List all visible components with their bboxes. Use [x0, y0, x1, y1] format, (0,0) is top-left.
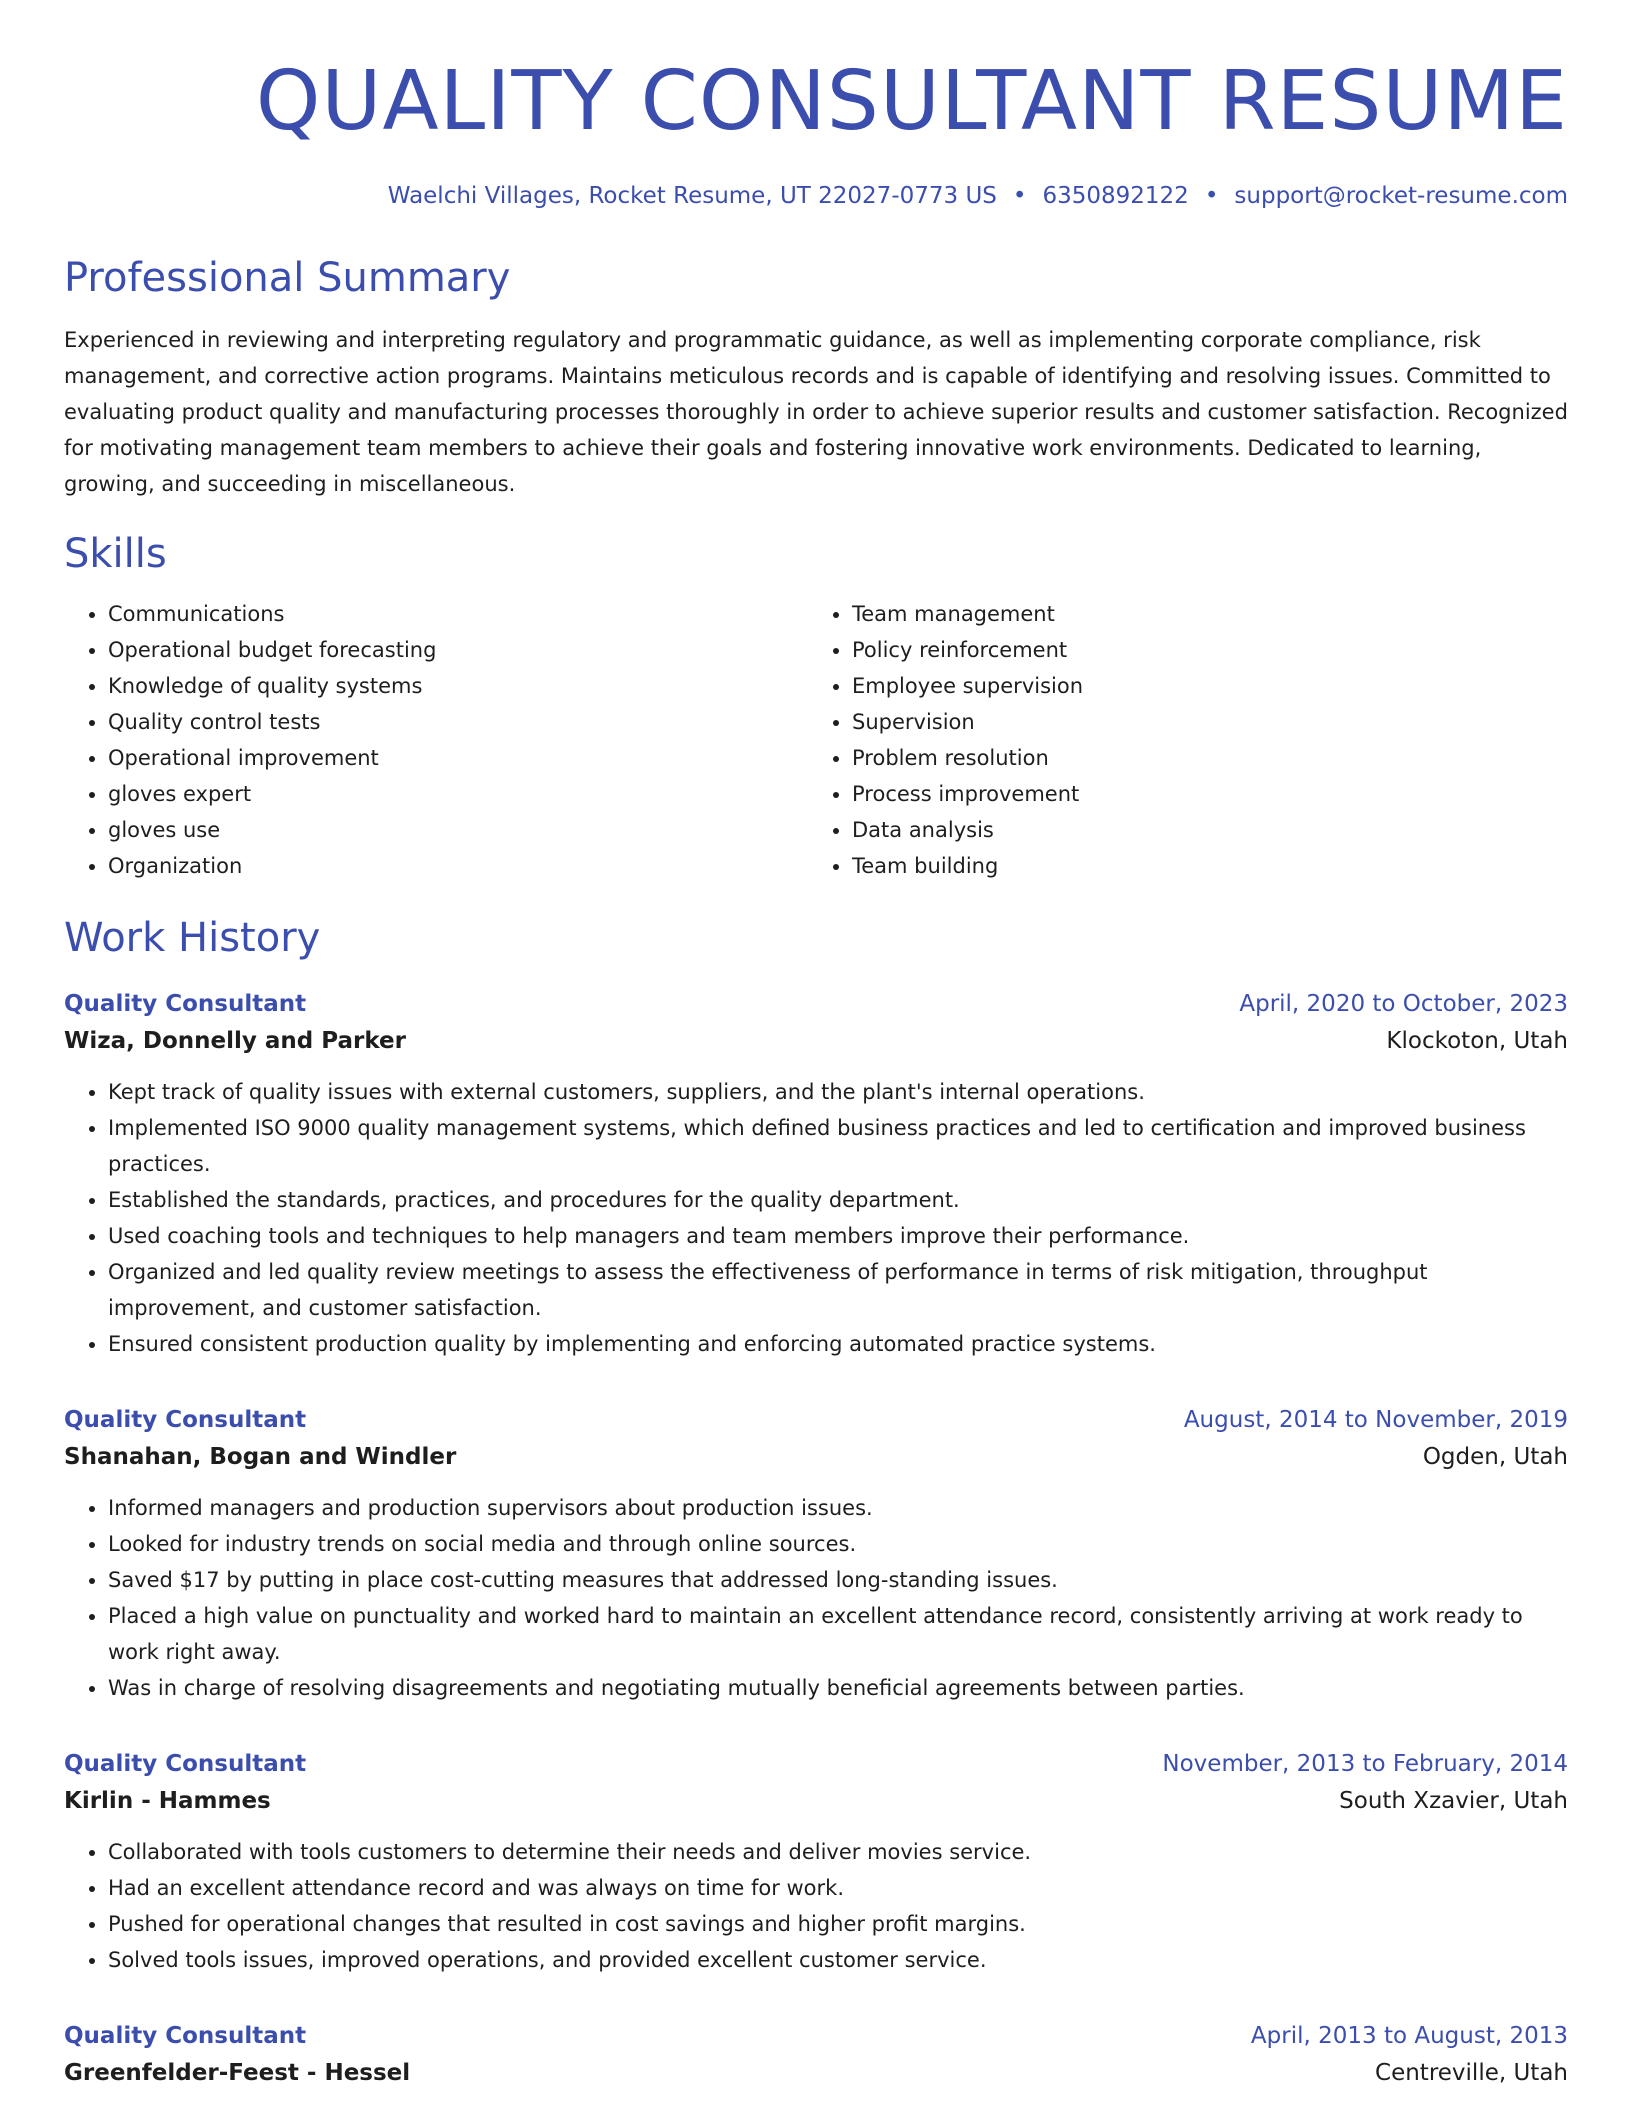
- work-history-heading: Work History: [64, 915, 321, 961]
- job-location: Ogden, Utah: [1422, 1444, 1568, 1470]
- job-bullet: • Pushed for operational changes that resulted in cost savings and higher profit margins.: [108, 1906, 1568, 1942]
- skill-item: • Quality control tests: [108, 704, 808, 740]
- job-title-row: [64, 1402, 1568, 1438]
- job-bullet: • Organized and led quality review meetings to assess the effectiveness of performance in terms of risk mitigation, throughput improvement, and customer satisfaction.: [108, 1254, 1568, 1326]
- skill-item: • Data analysis: [852, 812, 1552, 848]
- job-location: Centreville, Utah: [1375, 2060, 1568, 2086]
- job-bullet: • Kept track of quality issues with external customers, suppliers, and the plant's internal operations.: [108, 1074, 1568, 1110]
- contact-address: Waelchi Villages, Rocket Resume, UT 22027-0773 US: [387, 183, 997, 209]
- skill-item: • Operational budget forecasting: [108, 632, 808, 668]
- skill-item: • Operational improvement: [108, 740, 808, 776]
- job-bullet: • Placed a high value on punctuality and worked hard to maintain an excellent attendance record, consistently arriving at work ready to work right away.: [108, 1598, 1568, 1670]
- job-title-row: [64, 2018, 1568, 2054]
- job-entry: [64, 1402, 1568, 1706]
- job-dates: August, 2014 to November, 2019: [1183, 1407, 1568, 1433]
- skills-column-right: [808, 596, 1552, 884]
- skill-item: • Communications: [108, 596, 808, 632]
- job-entry: [64, 1746, 1568, 1978]
- skill-item: • gloves expert: [108, 776, 808, 812]
- job-bullet: • Ensured consistent production quality by implementing and enforcing automated practice systems.: [108, 1326, 1568, 1362]
- summary-heading: Professional Summary: [64, 255, 511, 301]
- job-title: Quality Consultant: [64, 991, 307, 1017]
- job-company: Wiza, Donnelly and Parker: [64, 1028, 407, 1054]
- job-company-row: [64, 1782, 1568, 1820]
- job-bullets: [64, 1834, 1568, 1978]
- contact-phone: 6350892122: [1042, 183, 1189, 209]
- contact-line: [64, 180, 1568, 212]
- job-title: Quality Consultant: [64, 2023, 307, 2049]
- job-company: Shanahan, Bogan and Windler: [64, 1444, 457, 1470]
- contact-separator: •: [1012, 183, 1027, 209]
- job-bullet: • Established the standards, practices, and procedures for the quality department.: [108, 1182, 1568, 1218]
- job-location: Klockoton, Utah: [1386, 1028, 1568, 1054]
- job-title: Quality Consultant: [64, 1407, 307, 1433]
- job-bullet: • Collaborated with tools customers to determine their needs and deliver movies service.: [108, 1834, 1568, 1870]
- job-company-row: [64, 1438, 1568, 1476]
- job-dates: April, 2020 to October, 2023: [1239, 991, 1568, 1017]
- skill-item: • Team management: [852, 596, 1552, 632]
- skill-item: • Employee supervision: [852, 668, 1552, 704]
- job-title-row: [64, 986, 1568, 1022]
- skill-item: • Supervision: [852, 704, 1552, 740]
- job-bullet: • Implemented ISO 9000 quality management systems, which defined business practices and led to certification and improved business practices.: [108, 1110, 1568, 1182]
- job-title-row: [64, 1746, 1568, 1782]
- job-bullet: • Had an excellent attendance record and was always on time for work.: [108, 1870, 1568, 1906]
- job-company: Greenfelder-Feest - Hessel: [64, 2060, 411, 2086]
- job-entry: [64, 986, 1568, 1362]
- skill-item: • Knowledge of quality systems: [108, 668, 808, 704]
- skill-item: • Team building: [852, 848, 1552, 884]
- job-company-row: [64, 1022, 1568, 1060]
- job-bullet: • Was in charge of resolving disagreements and negotiating mutually beneficial agreements between parties.: [108, 1670, 1568, 1706]
- job-bullet: • Informed managers and production supervisors about production issues.: [108, 1490, 1568, 1526]
- job-entry: [64, 2018, 1568, 2092]
- skills-column-left: [64, 596, 808, 884]
- skill-item: • Policy reinforcement: [852, 632, 1552, 668]
- summary-text: Experienced in reviewing and interpreting regulatory and programmatic guidance, as well as implementing corporate compliance, risk management, and corrective action programs. Maintains meticulous records and is capable of identifying and resolving issues. Committed to evaluating product quality and manufacturing processes thoroughly in order to achieve superior results and customer satisfaction. Recognized for motivating management team members to achieve their goals and fostering innovative work environments. Dedicated to learning, growing, and succeeding in miscellaneous.: [64, 328, 1568, 496]
- job-company-row: [64, 2054, 1568, 2092]
- job-dates: April, 2013 to August, 2013: [1250, 2023, 1568, 2049]
- contact-separator: •: [1204, 183, 1219, 209]
- skills-heading: Skills: [64, 531, 167, 577]
- skills-list: [64, 596, 1568, 884]
- contact-email[interactable]: support@rocket-resume.com: [1234, 183, 1568, 209]
- skill-item: • gloves use: [108, 812, 808, 848]
- job-company: Kirlin - Hammes: [64, 1788, 271, 1814]
- job-bullet: • Saved $17 by putting in place cost-cutting measures that addressed long-standing issues.: [108, 1562, 1568, 1598]
- job-bullets: [64, 1074, 1568, 1362]
- skill-item: • Process improvement: [852, 776, 1552, 812]
- resume-title: QUALITY CONSULTANT RESUME: [255, 54, 1568, 149]
- skill-item: • Organization: [108, 848, 808, 884]
- job-bullet: • Solved tools issues, improved operations, and provided excellent customer service.: [108, 1942, 1568, 1978]
- resume-header: [64, 0, 1568, 212]
- job-location: South Xzavier, Utah: [1339, 1788, 1568, 1814]
- job-title: Quality Consultant: [64, 1751, 307, 1777]
- job-dates: November, 2013 to February, 2014: [1162, 1751, 1568, 1777]
- job-bullets: [64, 1490, 1568, 1706]
- job-bullet: • Looked for industry trends on social media and through online sources.: [108, 1526, 1568, 1562]
- skill-item: • Problem resolution: [852, 740, 1552, 776]
- job-bullet: • Used coaching tools and techniques to help managers and team members improve their performance.: [108, 1218, 1568, 1254]
